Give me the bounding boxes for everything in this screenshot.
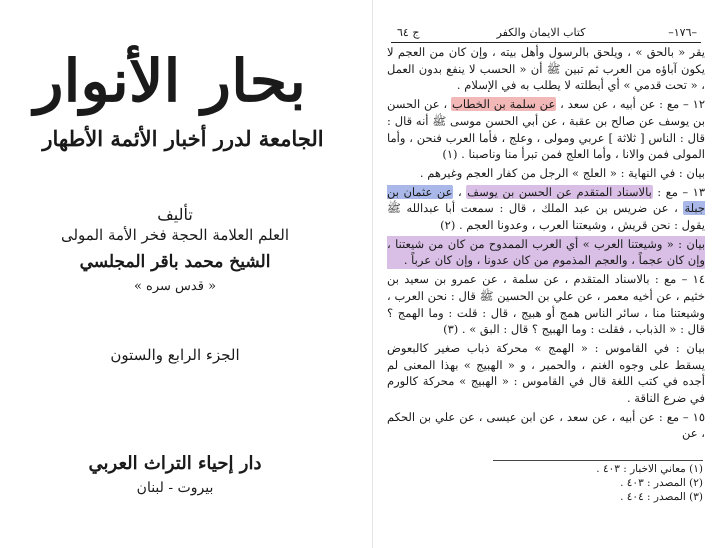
book-title: بحار الأنوار <box>34 47 306 115</box>
footnotes <box>513 462 703 504</box>
footnote-1: (١) معاني الاخبار : ٤٠٣ . <box>596 463 703 475</box>
hadith-15: ١٥ – مع : عن أبيه ، عن سعد ، عن ابن عيسى ، عن علي بن الحكم ، عن <box>387 409 705 441</box>
author-honorific: العلم العلامة الحجة فخر الأمة المولى <box>60 226 290 244</box>
publisher-name: دار إحياء التراث العربي <box>88 453 262 474</box>
footnote-3: (٣) المصدر : ٤٠٤ . <box>620 491 703 503</box>
highlight-chain-prior: بالاسناد المتقدم عن الحسن بن يوسف <box>467 184 652 199</box>
book-subtitle: الجامعة لدرر أخبار الأئمة الأطهار <box>42 126 324 151</box>
hadith-14: ١٤ – مع : بالاسناد المتقدم ، عن سلمة ، عن عمرو بن سعيد بن خثيم ، عن أخيه معمر ، عن علي بن الحسين ﷺ قال : نحن العرب ، وشيعتنا منا ، سائر الناس همج أو هبيج ، قال : قلت : وما الهمج ؟ قال : « الذباب ، فقلت : وما الهبيج ؟ قال : البق » . (٣) <box>387 272 705 337</box>
footnote-2: (٢) المصدر : ٤٠٣ . <box>620 477 703 489</box>
hadith-13-text: ، عن ضريس بن عبد الملك ، قال : سمعت أبا عبدالله ﷺ يقول : نحن قريش ، وشيعتنا العرب ، وعدونا العجم . (٢) <box>387 201 705 233</box>
hadith-13-prefix: ١٣ – مع : <box>652 184 706 199</box>
explanation-3: بيان : في القاموس : « الهمج » محركة ذباب صغير كالبعوض يسقط على وجوه الغنم ، والحمير ، و « الهبيج » بهذا المعنى لم أجده في كتب اللغة قال في القاموس : « الهبيج » محركة كالورم في ضرع الناقة . <box>387 340 705 406</box>
explanation-1: بيان : في النهاية : « العلج » الرجل من كفار العجم وغيرهم . <box>419 165 705 180</box>
highlight-narrator-salama: عن سلمة بن الخطاب <box>452 97 556 112</box>
paragraph-1: يقر « بالحق » ، ويلحق بالرسول وأهل بيته ، وإن كان من العجم لا يكون آباؤه من العرب ثم تبين ﷺ أن « الحسب لا ينفع بدون العمل ، « تحت قدمي » أي أبطلته لا يطلب به في الإسلام . <box>387 45 705 93</box>
text-page <box>372 0 717 548</box>
author-name: الشيخ محمد باقر المجلسي <box>79 252 271 272</box>
hadith-13 <box>387 184 705 234</box>
header-volume: ج ٦٤ <box>397 26 420 39</box>
header-book-title: كتاب الايمان والكفر <box>496 26 586 39</box>
publisher-city: بيروت - لبنان <box>136 480 214 496</box>
author-blessing: « قدس سره » <box>133 279 217 294</box>
volume-label: الجزء الرابع والستون <box>110 346 240 364</box>
hadith-13-separator: ، <box>453 184 467 199</box>
text-body <box>387 44 705 444</box>
footnote-divider <box>493 460 703 461</box>
hadith-12-text: ، عن الحسن بن يوسف عن صالح بن عقبة ، عن أبي الحسن موسى ﷺ أنه قال : قال : الناس [ ثلاثة ] عربي ومولى ، وعلج ، فأما العرب فنحن ، وأما المولى فمن والانا ، وأما العلج فمن تبرأ منا وناصبنا . (١) <box>387 97 705 162</box>
highlight-narrator-uthman: عن عثمان بن جبلة <box>387 184 705 216</box>
byline-label: تأليف <box>157 205 193 224</box>
hadith-12-prefix: ١٢ – مع : عن أبيه ، عن سعد ، <box>556 97 706 112</box>
hadith-12 <box>387 96 705 163</box>
header-page-number: –١٧٦– <box>668 26 697 39</box>
highlight-explanation-2: بيان : « وشيعتنا العرب » أي العرب الممدوح من كان من شيعتنا ، وإن كان عجماً ، والعجم المذموم من كان عدونا ، وإن كان عرباً . <box>387 236 705 268</box>
page-header <box>391 26 701 43</box>
